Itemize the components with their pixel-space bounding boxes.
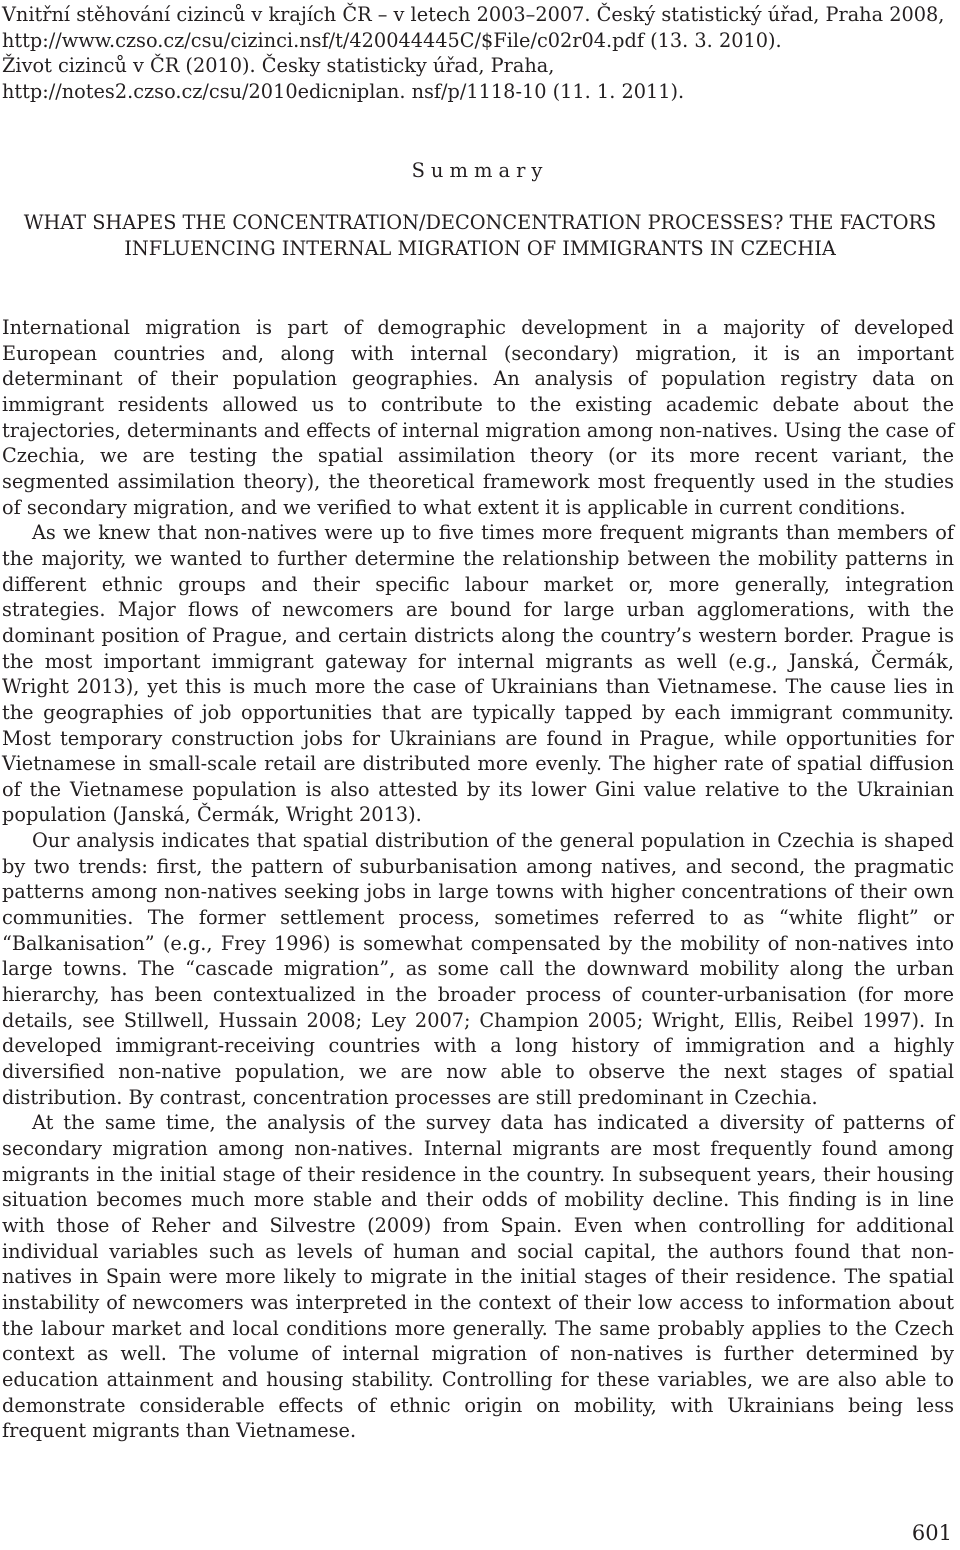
reference-list: [2, 2, 955, 104]
summary-body: [2, 315, 954, 1444]
article-title: WHAT SHAPES THE CONCENTRATION/DECONCENTRATION PROCESSES? THE FACTORS INFLUENCING INTERNAL MIGRATION OF IMMIGRANTS IN CZECHIA: [23, 211, 937, 260]
summary-paragraph: At the same time, the analysis of the survey data has indicated a diversity of patterns of secondary migration among non-natives. Internal migrants are most frequently found among migrants in the initial stage of their residence in the country. In subsequent years, their housing situation becomes much more stable and their odds of mobility decline. This finding is in line with those of Reher and Silvestre (2009) from Spain. Even when controlling for additional individual variables such as levels of human and social capital, the authors found that non-natives in Spain were more likely to migrate in the initial stages of their residence. The spatial instability of newcomers was interpreted in the context of their low access to information about the labour market and local conditions more generally. The same probably applies to the Czech context as well. The volume of internal migration of non-natives is further determined by education attainment and housing stability. Controlling for these variables, we are also able to demonstrate considerable effects of ethnic origin on mobility, with Ukrainians being less frequent migrants than Vietnamese.: [2, 1111, 954, 1443]
reference-entry: Život cizinců v ČR (2010). Česky statisticky úřad, Praha, http://notes2.czso.cz/csu/2010edicniplan. nsf/p/1118-10 (11. 1. 2011).: [2, 54, 685, 103]
summary-paragraph: International migration is part of demographic development in a majority of developed European countries and, along with internal (secondary) migration, it is an important determinant of their population geographies. An analysis of population registry data on immigrant residents allowed us to contribute to the existing academic debate about the trajectories, determinants and effects of internal migration among non-natives. Using the case of Czechia, we are testing the spatial assimilation theory (or its more recent variant, the segmented assimilation theory), the theoretical framework most frequently used in the studies of secondary migration, and we verified to what extent it is applicable in current conditions.: [2, 316, 954, 519]
page-number: 601: [911, 1521, 952, 1545]
summary-paragraph: Our analysis indicates that spatial distribution of the general population in Czechia is shaped by two trends: first, the pattern of suburbanisation among natives, and second, the pragmatic patterns among non-natives seeking jobs in large towns with higher concentrations of their own communities. The former settlement process, sometimes referred to as “white flight” or “Balkanisation” (e.g., Frey 1996) is somewhat compensated by the mobility of non-natives into large towns. The “cascade migration”, as some call the downward mobility along the urban hierarchy, has been contextualized in the broader process of counter-urbanisation (for more details, see Stillwell, Hussain 2008; Ley 2007; Champion 2005; Wright, Ellis, Reibel 1997). In developed immigrant-receiving countries with a long history of immigration and a highly diversified non-native population, we are now able to observe the next stages of spatial distribution. By contrast, concentration processes are still predominant in Czechia.: [2, 829, 954, 1109]
summary-paragraph: As we knew that non-natives were up to five times more frequent migrants than members of the majority, we wanted to further determine the relationship between the mobility patterns in different ethnic groups and their specific labour market or, more generally, integration strategies. Major flows of newcomers are bound for large urban agglomerations, with the dominant position of Prague, and certain districts along the country’s western border. Prague is the most important immigrant gateway for internal migrants as well (e.g., Janská, Čermák, Wright 2013), yet this is much more the case of Ukrainians than Vietnamese. The cause lies in the geographies of job opportunities that are typically tapped by each immigrant community. Most temporary construction jobs for Ukrainians are found in Prague, while opportunities for Vietnamese in small-scale retail are distributed more evenly. The higher rate of spatial diffusion of the Vietnamese population is also attested by its lower Gini value relative to the Ukrainian population (Janská, Čermák, Wright 2013).: [2, 521, 954, 827]
summary-heading: Summary: [411, 159, 549, 182]
reference-entry: Vnitřní stěhování cizinců v krajích ČR – v letech 2003–2007. Český statistický úřad, Praha 2008, http://www.czso.cz/csu/cizinci.nsf/t/420044445C/$File/c02r04.pdf (13. 3. 2010).: [2, 3, 945, 52]
